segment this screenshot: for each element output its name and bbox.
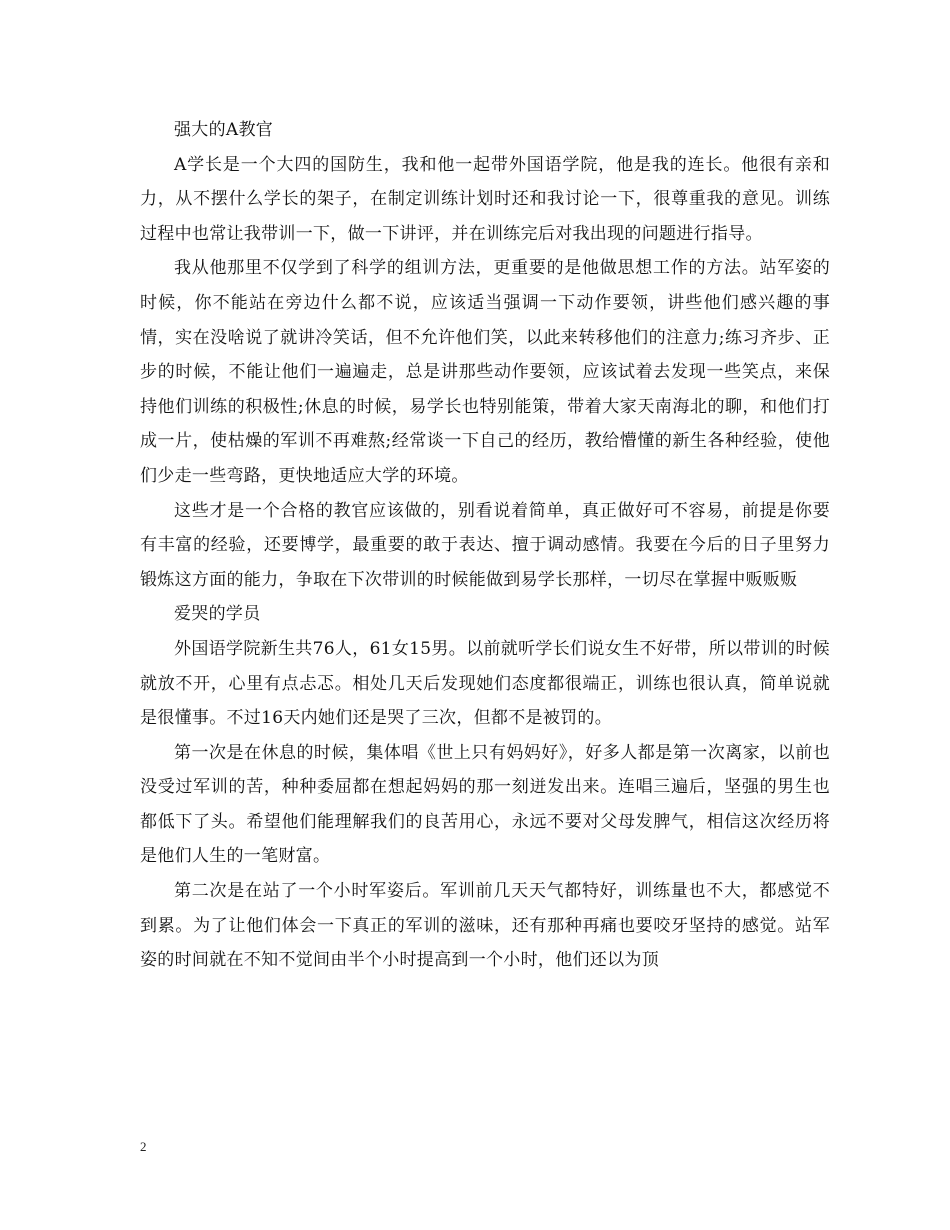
paragraph: A学长是一个大四的国防生，我和他一起带外国语学院，他是我的连长。他很有亲和力，从不摆什么学长的架子，在制定训练计划时还和我讨论一下，很尊重我的意见。训练过程中也常让我带训一下，做一下讲评，并在训练完后对我出现的问题进行指导。	[140, 154, 830, 244]
paragraph: 这些才是一个合格的教官应该做的，别看说着简单，真正做好可不容易，前提是你要有丰富的经验，还要博学，最重要的敢于表达、擅于调动感情。我要在今后的日子里努力锻炼这方面的能力，争取在下次带训的时候能做到易学长那样，一切尽在掌握中贩贩贩	[140, 500, 830, 590]
paragraph: 第二次是在站了一个小时军姿后。军训前几天天气都特好，训练量也不大，都感觉不到累。为了让他们体会一下真正的军训的滋味，还有那种再痛也要咬牙坚持的感觉。站军姿的时间就在不知不觉间由半个小时提高到一个小时，他们还以为顶	[140, 881, 830, 971]
section-heading: 强大的A教官	[174, 120, 274, 140]
paragraph: 第一次是在休息的时候，集体唱《世上只有妈妈好》，好多人都是第一次离家，以前也没受过军训的苦，种种委屈都在想起妈妈的那一刻迸发出来。连唱三遍后，坚强的男生也都低下了头。希望他们能理解我们的良苦用心，永远不要对父母发脾气，相信这次经历将是他们人生的一笔财富。	[140, 742, 830, 867]
paragraph: 外国语学院新生共76人，61女15男。以前就听学长们说女生不好带，所以带训的时候就放不开，心里有点忐忑。相处几天后发现她们态度都很端正，训练也很认真，简单说就是很懂事。不过16天内她们还是哭了三次，但都不是被罚的。	[140, 638, 830, 729]
document-body	[140, 113, 830, 978]
paragraph: 我从他那里不仅学到了科学的组训方法，更重要的是他做思想工作的方法。站军姿的时候，你不能站在旁边什么都不说，应该适当强调一下动作要领，讲些他们感兴趣的事情，实在没啥说了就讲冷笑话，但不允许他们笑，以此来转移他们的注意力;练习齐步、正步的时候，不能让他们一遍遍走，总是讲那些动作要领，应该试着去发现一些笑点，来保持他们训练的积极性;休息的时候，易学长也特别能策，带着大家天南海北的聊，和他们打成一片，使枯燥的军训不再难熬;经常谈一下自己的经历，教给懵懂的新生各种经验，使他们少走一些弯路，更快地适应大学的环境。	[140, 258, 830, 486]
section-heading: 爱哭的学员	[174, 604, 261, 625]
page-number: 2	[140, 1139, 147, 1154]
